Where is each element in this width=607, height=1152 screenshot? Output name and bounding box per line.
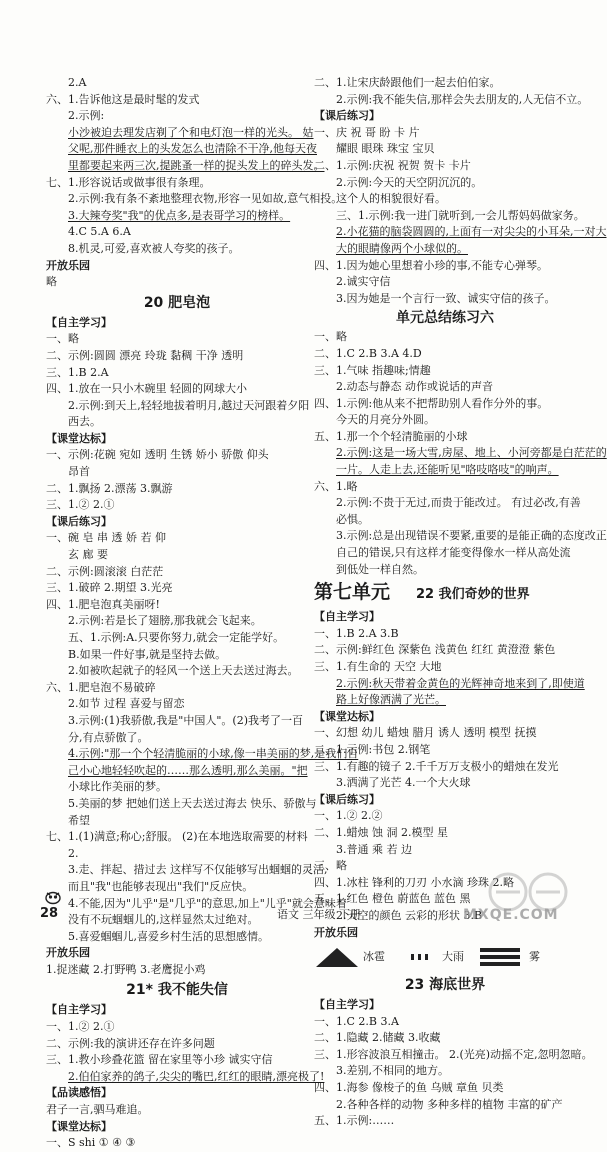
answer-line: 四、1.肥皂泡真美丽呀! (46, 597, 160, 611)
page-number: 28 (40, 906, 59, 921)
answer-line: 一、庆 祝 哥 盼 卡 片 (314, 125, 420, 139)
answer-line: 3.差别,不相同的地方。 (336, 1064, 449, 1078)
symbol-label: 雾 (529, 949, 540, 963)
underlined-answer: 2.示例:这是一场大雪,房屋、地上、小河旁都是白茫茫的 (336, 446, 607, 460)
underlined-answer: 父呢,那件睡衣上的头发怎么也清除不干净,他每天夜 (68, 142, 317, 156)
answer-line: 2.A (68, 76, 87, 89)
answer-line: 三、1.气味 指趣味;情趣 (314, 363, 431, 377)
right-column (314, 75, 607, 1130)
answer-line: 二、1.隐藏 2.储藏 3.收藏 (314, 1031, 441, 1045)
answer-line: 三、1.教小珍叠花篮 留在家里等小珍 诚实守信 (46, 1053, 273, 1067)
answer-line: 1.捉迷藏 2.打野鸭 3.老鹰捉小鸡 (46, 962, 206, 976)
answer-line: 二、1.飘扬 2.漂荡 3.飘游 (46, 481, 173, 495)
underlined-answer: 2.伯伯家养的鸽子,尖尖的嘴巴,红红的眼睛,漂亮极了! (68, 1069, 325, 1083)
answer-line: 四、1.示例:他从来不把帮助别人看作分外的事。 (314, 396, 549, 410)
answer-line: 六、1.告诉他这是最时髦的发式 (46, 92, 200, 106)
answer-line (314, 445, 607, 462)
underlined-answer: 己小心地轻轻吹起的……那么透明,那么美丽。"把 (68, 763, 308, 777)
answer-line (314, 676, 585, 693)
section-header: 【 自主学习 】 (46, 1002, 308, 1019)
answer-line: 三、1.示例:我一进门就听到,一会儿帮妈妈做家务。 (336, 208, 585, 222)
answer-line (46, 125, 314, 142)
answer-line: 3.普通 乘 若 边 (336, 842, 412, 856)
underlined-answer: 2.小花猫的脑袋圆圆的,上面有一对尖尖的小耳朵,一对大 (336, 225, 607, 239)
answer-line: 五、1.那一个个轻清脆丽的小球 (314, 429, 468, 443)
answer-line: 玄 廊 要 (68, 548, 108, 562)
section-header: 【 课后练习 】 (314, 108, 576, 125)
section-header: 【 品读感悟 】 (46, 1085, 308, 1102)
answer-line: 4.不能,因为"儿乎"是"几乎"的意思,加上"儿乎"就会意味着 (68, 896, 347, 910)
answer-line (46, 208, 308, 225)
answer-line: 一、幻想 幼儿 蜡烛 腊月 诱人 透明 模型 抚摸 (314, 726, 537, 740)
answer-line: 开放乐园 (46, 946, 90, 960)
answer-line: 一、碗 皂 串 透 娇 若 仰 (46, 531, 166, 545)
section-header: 【 自主学习 】 (314, 997, 576, 1014)
answer-line: 一、示例:花碗 宛如 透明 生锈 娇小 骄傲 仰头 (46, 448, 269, 462)
answer-line: 二、1.蜡烛 蚀 洞 2.模型 星 (314, 825, 448, 839)
answer-line: 必惧。 (336, 512, 369, 526)
underlined-answer: 里都要起来两三次,提跳蚤一样的捉头发上的碎头发。 (68, 158, 325, 172)
answer-line: 分,有点骄傲了。 (68, 730, 149, 744)
lesson-title: 20 肥皂泡 (143, 294, 211, 311)
answer-line (46, 746, 359, 763)
answer-line: 2.示例:不贵于无过,而贵于能改过。 有过必改,有善 (336, 496, 581, 510)
hail-symbol-icon (316, 948, 358, 967)
answer-line: 五、1.示例:…… (314, 1114, 395, 1128)
underlined-answer: 2.示例:秋天带着金黄色的光辉神奇地来到了,即使道 (336, 676, 585, 690)
answer-line (46, 763, 308, 780)
answer-line: 一、1.② 2.① (46, 1020, 115, 1034)
unit-title (314, 578, 576, 609)
rain-symbol-icon (409, 949, 431, 966)
answer-line (46, 158, 325, 175)
answer-line: 2.示例:若是长了翅膀,那我就会飞起来。 (68, 614, 262, 628)
book-label: 语文 三年级 下册 (277, 908, 361, 921)
answer-line: 8.机灵,可爱,喜欢被人夸奖的孩子。 (68, 241, 240, 255)
summary-title: 单元总结练习六 (396, 310, 494, 327)
answer-line: 今天的月亮分外圆。 (336, 413, 435, 427)
answer-line: 四、1.冰柱 锋利的刀刃 小水滴 珍珠 2.略 (314, 875, 514, 889)
answer-line: 3.洒满了光芒 4.一个大火球 (336, 776, 471, 790)
answer-line: 三、1.形容波浪互相撞击。 2.(光亮)动摇不定,忽明忽暗。 (314, 1047, 593, 1061)
underlined-answer: 4.示例:"那一个个轻清脆丽的小球,像一串美丽的梦,是我们自 (68, 747, 359, 761)
answer-line: 开放乐园 (46, 258, 90, 272)
answer-line: 二、示例:我的演讲还存在许多问题 (46, 1036, 215, 1050)
answer-line: 没有不玩蝈蝈儿的,这样显然太过绝对。 (68, 913, 259, 927)
answer-line (314, 462, 576, 479)
answer-line: 二、示例:鲜红色 深紫色 浅黄色 红红 黄澄澄 紫色 (314, 643, 556, 657)
answer-line (314, 241, 576, 258)
answer-line: 2.动态与静态 动作或说话的声音 (336, 380, 493, 394)
answer-line: 君子一言,驷马难追。 (46, 1103, 149, 1117)
symbol-label: 大雨 (442, 949, 464, 963)
answer-line: 耀眼 眼珠 珠宝 宝贝 (336, 142, 435, 156)
fog-symbol-icon (480, 947, 520, 968)
answer-line: 2.如节 过程 喜爱与留恋 (68, 697, 185, 711)
watermark-text: MXQE.COM (463, 907, 559, 923)
answer-line: B.如果一件好事,就是坚持去做。 (68, 647, 227, 661)
answer-line: 三、1.破碎 2.期望 3.光亮 (46, 581, 173, 595)
answer-line: 2.示例:今天的天空阴沉沉的。 (336, 175, 483, 189)
answer-line (314, 224, 607, 241)
answer-line: 一、S shi ① ④ ③ (46, 1136, 136, 1150)
answer-line: 三、1.② 2.① (46, 498, 115, 512)
answer-line: 二、示例:圆圆 漂亮 玲珑 黏稠 干净 透明 (46, 348, 244, 362)
answer-line: 2.示例: (68, 109, 105, 123)
answer-line: 一、略 (46, 332, 79, 346)
answer-line (314, 692, 576, 709)
section-header: 【 自主学习 】 (46, 315, 308, 332)
answer-line: 而且"我"也能够表现出"我们"反应快。 (68, 879, 254, 893)
answer-line: 到低处一样自然。 (336, 562, 424, 576)
answer-line: 小球比作美丽的梦。 (68, 780, 167, 794)
underlined-answer: 大的眼睛像两个小球似的。 (336, 241, 468, 255)
answer-line: 三、1.有生命的 天空 大地 (314, 660, 442, 673)
answer-line: 一、1.C 2.B 3.A (314, 1014, 399, 1028)
answer-line: 一、1.B 2.A 3.B (314, 626, 399, 640)
answer-line: 一、1.② 2.② (314, 809, 383, 823)
answer-line: 四、1.海参 像梭子的鱼 乌贼 章鱼 贝类 (314, 1081, 504, 1095)
answer-line: 三、1.有趣的镜子 2.千千万万支极小的蜡烛在发光 (314, 759, 559, 773)
answer-line: 这个人的相貌很好看。 (336, 192, 446, 206)
lesson-title: 22 我们奇妙的世界 (416, 587, 530, 603)
answer-line (46, 141, 317, 158)
answer-line: 2.如被吹起就子的轻风一个送上天去送过海去。 (68, 664, 299, 678)
answer-line: 二、1.让宋庆龄跟他们一起去伯伯家。 (314, 76, 501, 89)
lesson-title: 23 海底世界 (404, 977, 486, 994)
answer-line: 六、1.肥皂泡不易破碎 (46, 680, 156, 694)
answer-line: 2.诚实守信 (336, 275, 391, 289)
unit-heading: 第七单元 (314, 581, 391, 604)
section-header: 【 课后练习 】 (46, 514, 308, 531)
underlined-answer: 小沙被迫去理发店剃了个和电灯泡一样的光头。 姑 (68, 125, 314, 139)
answer-line: 五、1.红色 橙色 蔚蓝色 蓝色 黑 (314, 892, 471, 906)
answer-line: 七、1.形容说话或做事很有条理。 (46, 175, 211, 189)
answer-line: 二、示例:圆滚滚 白茫茫 (46, 564, 164, 578)
section-header: 【 课后练习 】 (314, 792, 576, 809)
answer-line: 略 (46, 275, 57, 289)
answer-line: 2.天空的颜色 云彩的形状 3.B (336, 908, 483, 922)
answer-line: 七、1.(1)满意;称心;舒服。 (2)在本地选取需要的材料 (46, 830, 308, 844)
answer-line: 一、略 (314, 330, 347, 344)
answer-line: 3.示例:总是出现错误不要紧,重要的是能正确的态度改正 (336, 529, 607, 543)
answer-line: 2.示例:我有条不紊地整理衣物,形容一见如故,意气相投。 (68, 192, 343, 206)
answer-line: 2.示例:我不能失信,那样会失去朋友的,人无信不立。 (336, 92, 589, 106)
answer-line: 3.因为她是一个言行一致、诚实守信的孩子。 (336, 291, 556, 305)
answer-line: 六、1.略 (314, 479, 358, 493)
answer-line: 三、略 (314, 859, 347, 873)
answer-line: 4.C 5.A 6.A (68, 225, 131, 239)
answer-line: 5.喜爱蝈蝈儿,喜爱乡村生活的思想感情。 (68, 929, 269, 943)
underlined-answer: 一片。人走上去,还能听见"咯吱咯吱"的响声。 (336, 463, 559, 477)
answer-line (46, 1069, 325, 1086)
section-header: 【 课堂达标 】 (314, 709, 576, 726)
underlined-answer: 路上好像洒满了光芒。 (336, 693, 446, 707)
answer-line: 5.美丽的梦 把她们送上天去送过海去 快乐、骄傲与 (68, 796, 317, 810)
answer-line: 四、1.放在一只小木碗里 轻圆的网球大小 (46, 382, 247, 396)
answer-line: 开放乐园 (314, 925, 358, 939)
section-header: 【 课堂达标 】 (46, 1119, 308, 1136)
answer-line: 2. (68, 846, 79, 860)
answer-line: 五、1.示例:A.只要你努力,就会一定能学好。 (68, 631, 285, 644)
lesson-title: 21* 我不能失信 (126, 982, 228, 999)
answer-line: 昂首 (68, 465, 90, 479)
answer-line: 2.各种各样的动物 多种多样的植物 丰富的矿产 (336, 1097, 563, 1111)
answer-line: 四、1.因为她心里想着小珍的事,不能专心弹琴。 (314, 258, 548, 272)
answer-line: 二、1.示例:庆祝 祝贺 贺卡 卡片 (314, 158, 471, 172)
answer-line: 西去。 (68, 415, 101, 429)
answer-line: 3.走、拌起、措过去 这样写不仅能够写出蝈蝈的灵活, (68, 863, 328, 877)
answer-line: 三、1.B 2.A (46, 365, 109, 379)
answer-line: 二、1.示例:书包 2.钢笔 (314, 742, 431, 756)
answer-line: 自己的错误,只有这样才能变得像水一样从高处流 (336, 546, 571, 560)
section-header: 【 课堂达标 】 (46, 431, 308, 448)
symbol-label: 冰雹 (363, 949, 385, 963)
answer-line: 希望 (68, 813, 90, 827)
answer-line: 3.示例:(1)我骄傲,我是"中国人"。(2)我考了一百 (68, 713, 303, 727)
answer-line: 2.示例:到天上,轻轻地拔着明月,越过天河跟着夕阳 (68, 398, 310, 412)
owl-mascot-icon (42, 888, 64, 904)
weather-symbols (314, 941, 576, 973)
section-header: 【 自主学习 】 (314, 609, 576, 626)
answer-line: 二、1.C 2.B 3.A 4.D (314, 346, 422, 360)
underlined-answer: 3.大辣夸奖"我"的优点多,是表哥学习的榜样。 (68, 208, 291, 222)
